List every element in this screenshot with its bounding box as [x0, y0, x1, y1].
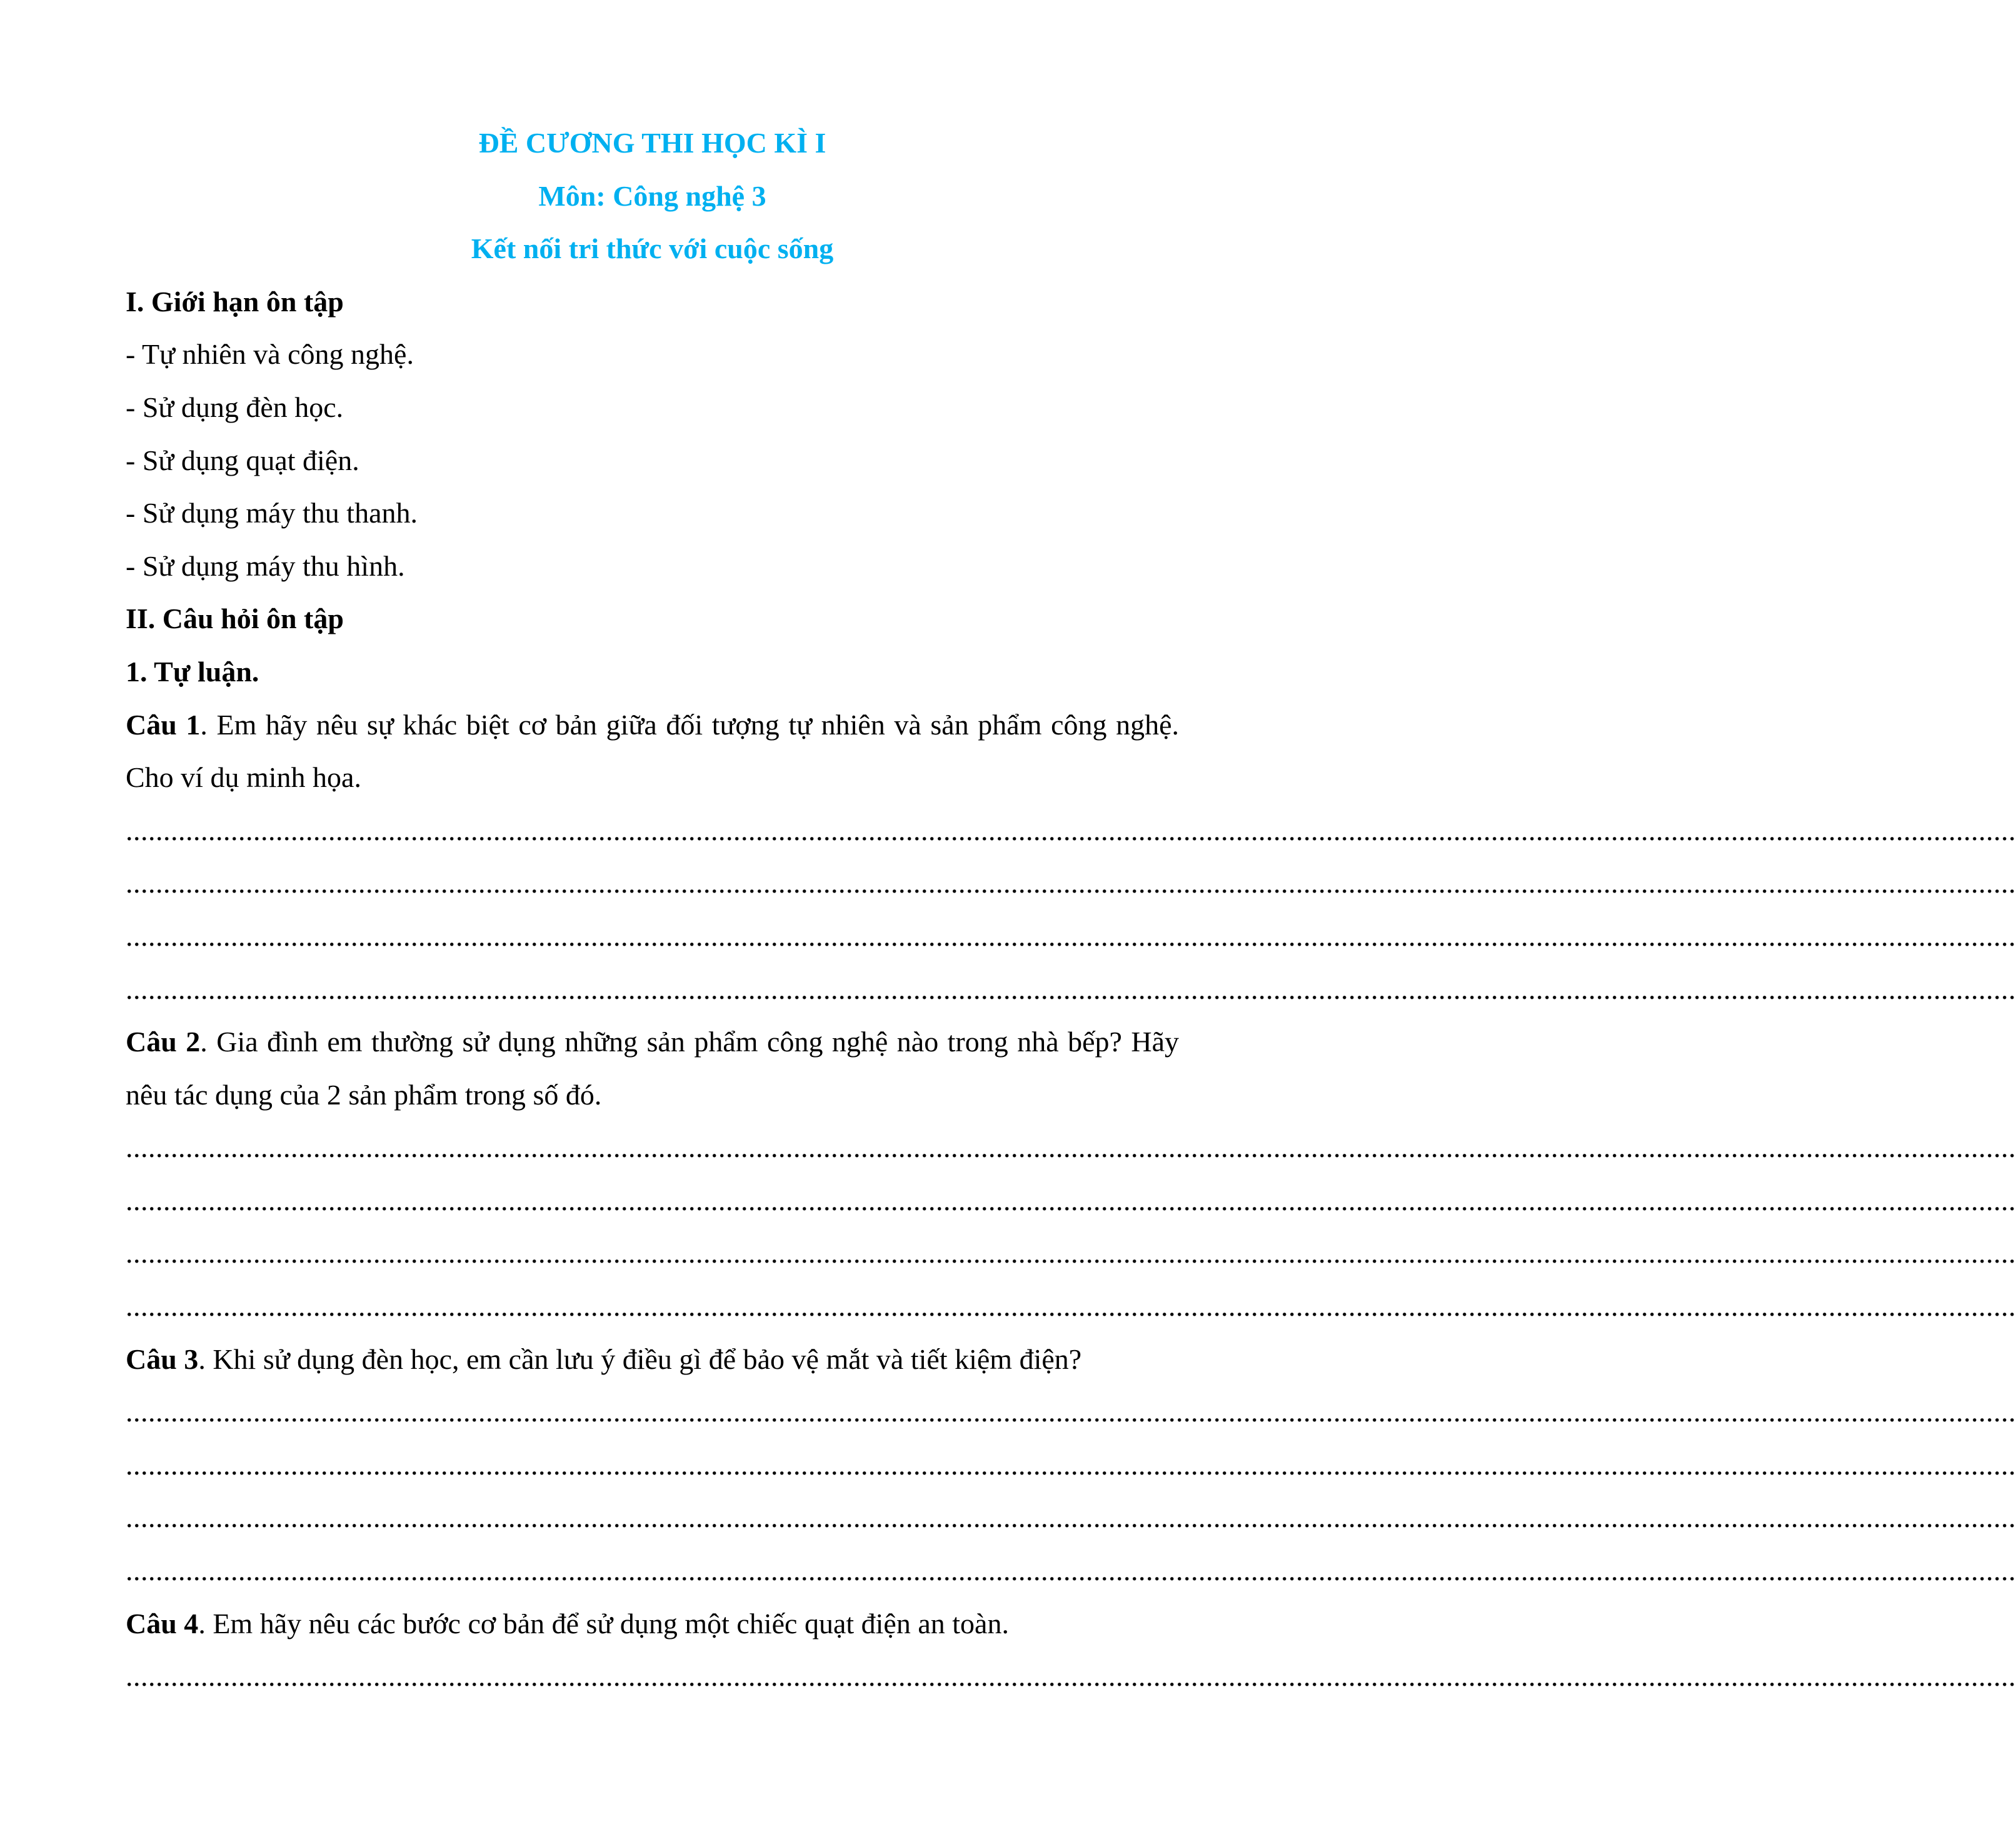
answer-line[interactable]: ............................................................................................................................................................................................................................................................ — [126, 1501, 2016, 1534]
question-1 — [126, 699, 1179, 804]
question-3 — [126, 1333, 1179, 1386]
section-heading: I. Giới hạn ôn tập — [126, 285, 344, 318]
document-page — [126, 117, 2016, 1703]
question-4 — [126, 1598, 1179, 1651]
answer-line[interactable]: ............................................................................................................................................................................................................................................................ — [126, 1554, 2016, 1587]
question-2 — [126, 1016, 1179, 1121]
document-subject: Môn: Công nghệ 3 — [538, 179, 766, 212]
list-item: - Sử dụng đèn học. — [126, 391, 344, 423]
answer-line[interactable]: ............................................................................................................................................................................................................................................................ — [126, 1131, 2016, 1164]
list-item: - Tự nhiên và công nghệ. — [126, 338, 414, 371]
question-label: Câu 2 — [126, 1026, 201, 1058]
answer-line[interactable]: ............................................................................................................................................................................................................................................................ — [126, 1660, 2016, 1693]
answer-line[interactable]: ............................................................................................................................................................................................................................................................ — [126, 919, 2016, 952]
question-text: . Em hãy nêu các bước cơ bản để sử dụng một chiếc quạt điện an toàn. — [198, 1607, 1009, 1639]
document-title: ĐỀ CƯƠNG THI HỌC KÌ I — [478, 127, 826, 159]
question-label: Câu 3 — [126, 1343, 199, 1375]
answer-line[interactable]: ............................................................................................................................................................................................................................................................ — [126, 1184, 2016, 1216]
answer-line[interactable]: ............................................................................................................................................................................................................................................................ — [126, 1290, 2016, 1323]
question-text: . Khi sử dụng đèn học, em cần lưu ý điều gì để bảo vệ mắt và tiết kiệm điện? — [198, 1343, 1082, 1375]
list-item: - Sử dụng máy thu thanh. — [126, 497, 418, 529]
answer-line[interactable]: ............................................................................................................................................................................................................................................................ — [126, 973, 2016, 1005]
section-heading: II. Câu hỏi ôn tập — [126, 603, 344, 635]
answer-line[interactable]: ............................................................................................................................................................................................................................................................ — [126, 867, 2016, 899]
subsection-heading: 1. Tự luận. — [126, 655, 259, 688]
answer-line[interactable]: ............................................................................................................................................................................................................................................................ — [126, 1448, 2016, 1481]
list-item: - Sử dụng máy thu hình. — [126, 549, 405, 582]
question-text: . Em hãy nêu sự khác biệt cơ bản giữa đối tượng tự nhiên và sản phẩm công nghệ. Cho ví dụ minh họa. — [126, 708, 1179, 794]
question-text: . Gia đình em thường sử dụng những sản phẩm công nghệ nào trong nhà bếp? Hãy nêu tác dụng của 2 sản phẩm trong số đó. — [126, 1026, 1179, 1111]
document-series: Kết nối tri thức với cuộc sống — [471, 233, 834, 265]
question-label: Câu 4 — [126, 1607, 199, 1639]
answer-line[interactable]: ............................................................................................................................................................................................................................................................ — [126, 1237, 2016, 1269]
question-label: Câu 1 — [126, 708, 201, 741]
answer-line[interactable]: ............................................................................................................................................................................................................................................................ — [126, 1396, 2016, 1428]
list-item: - Sử dụng quạt điện. — [126, 444, 359, 476]
answer-line[interactable]: ............................................................................................................................................................................................................................................................ — [126, 814, 2016, 846]
